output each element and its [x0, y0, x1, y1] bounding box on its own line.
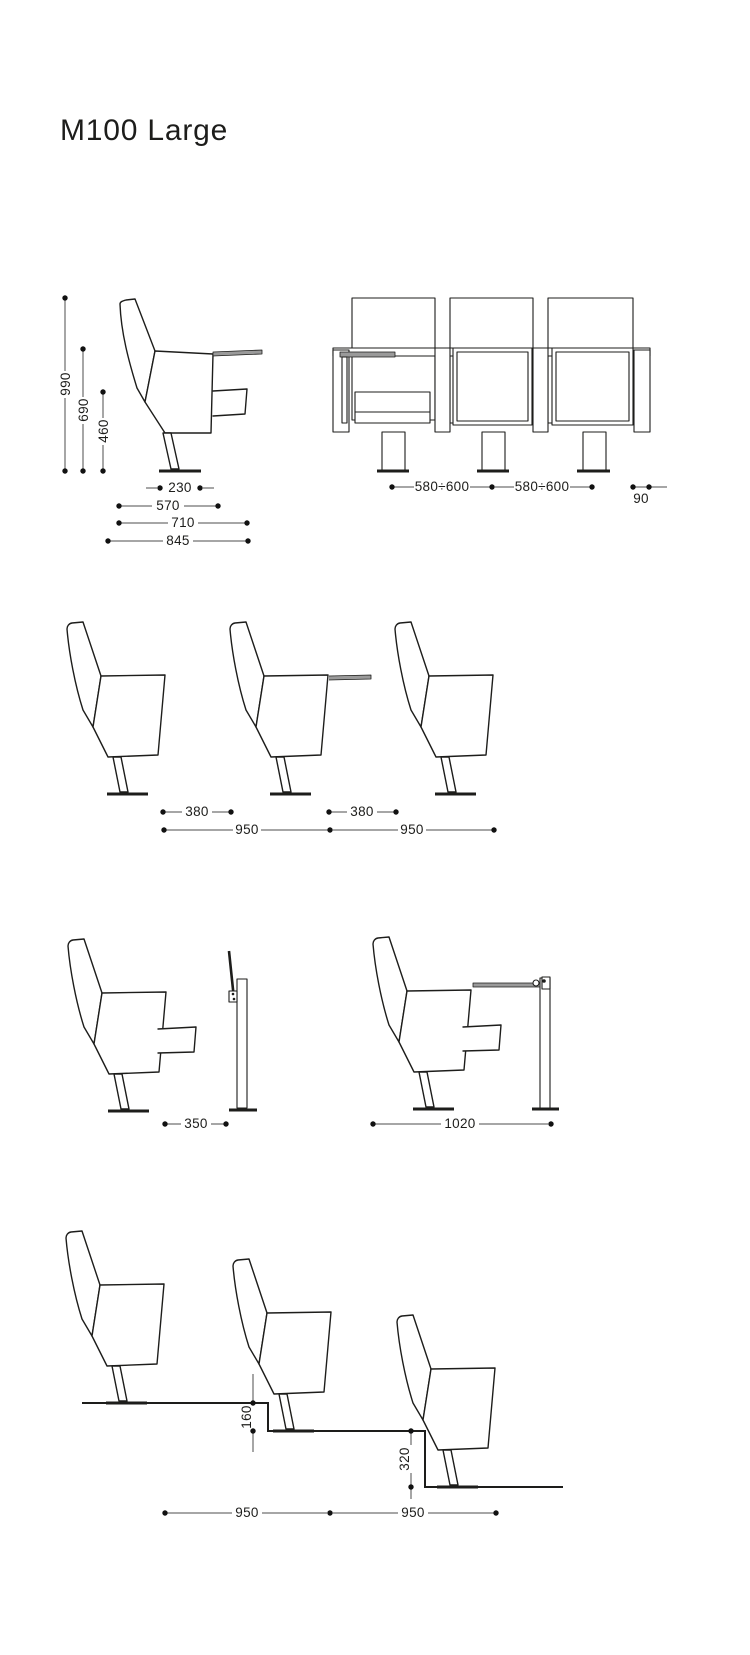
dim-label-950-r1: 950: [235, 822, 259, 837]
figure-side-elevation: [58, 295, 262, 548]
seat-side-profile: [120, 299, 262, 471]
dim-label-580-600-left: 580÷600: [414, 479, 470, 494]
armrest: [463, 1025, 501, 1051]
armrest: [158, 1027, 196, 1053]
dim-label-380-2: 380: [350, 804, 374, 819]
dim-label-320: 320: [397, 1447, 412, 1471]
dim-label-950-r2: 950: [400, 822, 424, 837]
armrest-1-2: [435, 348, 450, 432]
seat-with-armrest-2: [373, 937, 501, 1109]
tablet-hinge: [229, 991, 237, 1002]
pedestal-1: [382, 432, 405, 470]
armrest: [213, 389, 247, 416]
tablet-blade: [213, 350, 262, 356]
dim-label-350: 350: [184, 1116, 208, 1131]
seat-row-3: [395, 622, 493, 794]
dim-step-pitch-1: [162, 1505, 332, 1520]
tablet-support: [342, 357, 347, 423]
dim-axis-right: [494, 479, 595, 494]
seat-3-inner: [556, 352, 629, 421]
dim-total-depth: [105, 533, 250, 548]
dim-label-845: 845: [166, 533, 190, 548]
pedestal-3: [583, 432, 606, 470]
dim-step-2: [397, 1428, 414, 1499]
dim-label-460: 460: [96, 419, 111, 443]
dim-label-570: 570: [156, 498, 180, 513]
tablet-blade-open: [473, 983, 540, 987]
dim-tablet-depth: [116, 498, 220, 513]
dim-label-690: 690: [76, 398, 91, 422]
dim-end-panel: [630, 484, 667, 506]
tablet-blade: [329, 675, 371, 680]
end-panel-right: [634, 350, 650, 432]
dim-label-990: 990: [58, 372, 73, 396]
figure-tablet-stand: [68, 937, 559, 1131]
dim-label-90: 90: [633, 491, 649, 506]
tablet-blade-front: [340, 352, 395, 357]
dim-pitch-1: [161, 822, 332, 837]
figure-row-pitch: [67, 622, 497, 837]
dim-clearance-1: [160, 804, 233, 819]
dim-depth: [116, 515, 249, 530]
dim-step-1: [239, 1374, 256, 1452]
dim-label-380-1: 380: [185, 804, 209, 819]
pedestal-2: [482, 432, 505, 470]
seat-2-inner: [457, 352, 528, 421]
seat-step-2: [233, 1259, 331, 1431]
dim-label-580-600-right: 580÷600: [514, 479, 570, 494]
figure-front-elevation: [333, 298, 667, 506]
dim-closed-depth: [162, 1116, 228, 1131]
stand-post: [237, 979, 247, 1108]
dim-label-160: 160: [239, 1405, 254, 1429]
figure-stepped-floor: [66, 1231, 563, 1520]
dim-axis-left: [389, 479, 494, 494]
page-title: M100 Large: [60, 114, 229, 147]
dim-backrest-height: [76, 346, 91, 473]
seat-with-armrest-1: [68, 939, 196, 1111]
stand-post: [540, 978, 550, 1108]
dim-open-depth: [370, 1116, 553, 1131]
dim-label-950-s2: 950: [401, 1505, 425, 1520]
dim-label-1020: 1020: [444, 1116, 476, 1131]
dim-pitch-2: [332, 822, 497, 837]
dim-label-710: 710: [171, 515, 195, 530]
dim-armrest-height: [96, 389, 111, 473]
dim-label-230: 230: [168, 480, 192, 495]
seat-row-1: [67, 622, 165, 794]
dim-seat-width: [146, 480, 214, 495]
tablet-hinge: [542, 977, 550, 989]
stand-closed: [229, 951, 257, 1110]
armrest-2-3: [533, 348, 548, 432]
hinge-pivot: [533, 980, 539, 986]
dim-step-pitch-2: [332, 1505, 499, 1520]
dim-label-950-s1: 950: [235, 1505, 259, 1520]
dim-total-height: [58, 295, 73, 473]
dim-clearance-2: [326, 804, 398, 819]
seat-row-2: [230, 622, 371, 794]
seat-step-1: [66, 1231, 164, 1403]
folded-seat-1b: [355, 412, 430, 423]
folded-seat-1: [355, 392, 430, 412]
